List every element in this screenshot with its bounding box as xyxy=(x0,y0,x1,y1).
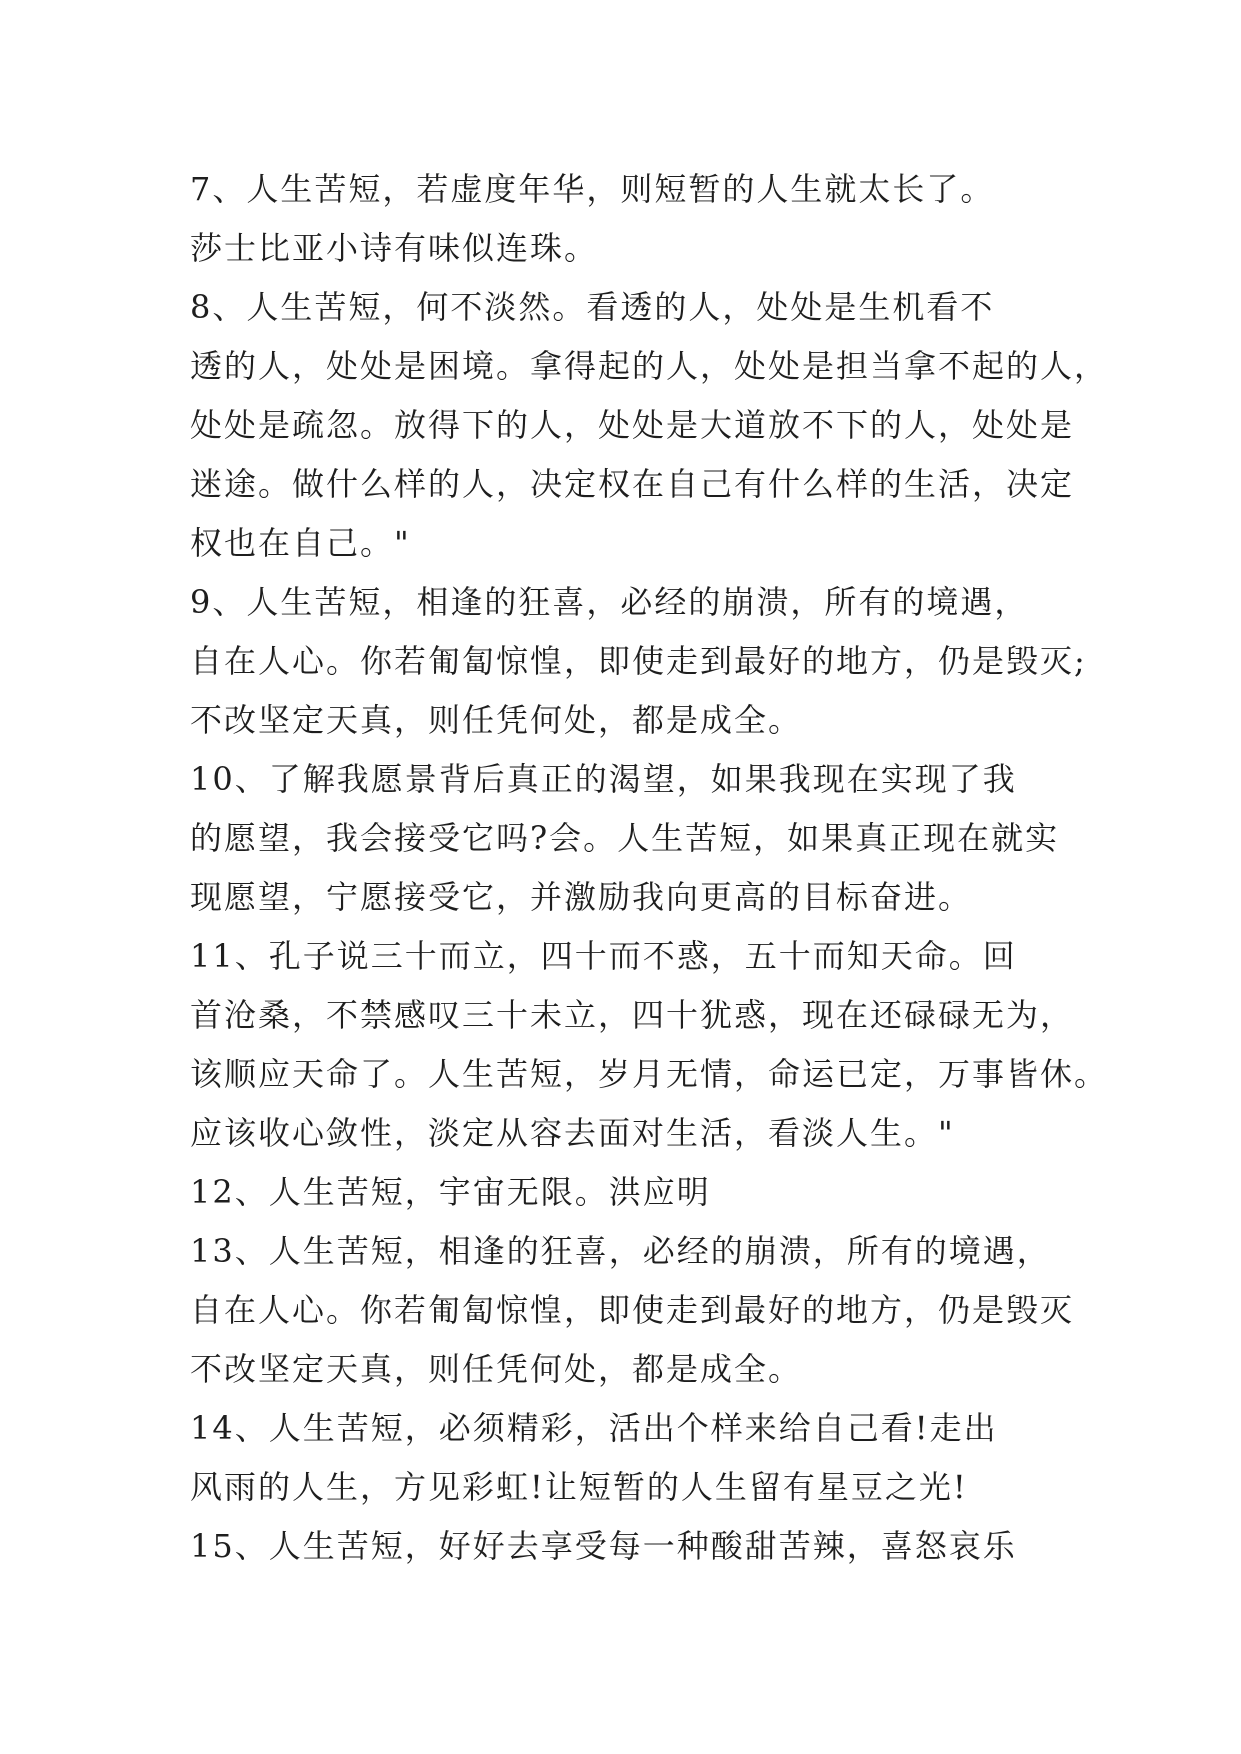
paragraph xyxy=(190,573,1087,750)
text-line: 8、人生苦短，何不淡然。看透的人，处处是生机看不 xyxy=(190,288,995,326)
paragraph xyxy=(190,1517,1070,1576)
paragraph xyxy=(190,1222,1075,1399)
text-line: 7、人生苦短，若虚度年华，则短暂的人生就太长了。 xyxy=(190,170,995,208)
text-line: 不改坚定天真，则任凭何处，都是成全。 xyxy=(190,701,803,739)
paragraph xyxy=(190,927,1109,1163)
text-line: 风雨的人生，方见彩虹!让短暂的人生留有星豆之光! xyxy=(190,1468,968,1506)
text-line: 9、人生苦短，相逢的狂喜，必经的崩溃，所有的境遇， xyxy=(190,583,1029,621)
text-line: 首沧桑，不禁感叹三十未立，四十犹惑，现在还碌碌无为， xyxy=(190,996,1075,1034)
text-line: 该顺应天命了。人生苦短，岁月无情，命运已定，万事皆休。 xyxy=(190,1055,1109,1093)
text-line: 的愿望，我会接受它吗?会。人生苦短，如果真正现在就实 xyxy=(190,819,1060,857)
text-line: 14、人生苦短，必须精彩，活出个样来给自己看!走出 xyxy=(190,1409,998,1447)
text-line: 15、人生苦短，好好去享受每一种酸甜苦辣，喜怒哀乐 xyxy=(190,1527,1017,1565)
text-line: 自在人心。你若匍匐惊惶，即使走到最好的地方，仍是毁灭; xyxy=(190,642,1087,680)
paragraph xyxy=(190,160,1070,278)
text-line: 10、了解我愿景背后真正的渴望，如果我现在实现了我 xyxy=(190,760,1017,798)
paragraph xyxy=(190,1163,1070,1222)
text-line: 应该收心敛性，淡定从容去面对生活，看淡人生。" xyxy=(190,1114,955,1152)
text-line: 不改坚定天真，则任凭何处，都是成全。 xyxy=(190,1350,803,1388)
document-body xyxy=(190,160,1109,1576)
text-line: 11、孔子说三十而立，四十而不惑，五十而知天命。回 xyxy=(190,937,1017,975)
text-line: 13、人生苦短，相逢的狂喜，必经的崩溃，所有的境遇， xyxy=(190,1232,1051,1270)
text-line: 自在人心。你若匍匐惊惶，即使走到最好的地方，仍是毁灭 xyxy=(190,1291,1075,1329)
text-line: 迷途。做什么样的人，决定权在自己有什么样的生活，决定 xyxy=(190,465,1075,503)
paragraph xyxy=(190,1399,1070,1517)
text-line: 透的人，处处是困境。拿得起的人，处处是担当拿不起的人， xyxy=(190,347,1109,385)
text-line: 现愿望，宁愿接受它，并激励我向更高的目标奋进。 xyxy=(190,878,973,916)
text-line: 12、人生苦短，宇宙无限。洪应明 xyxy=(190,1173,711,1211)
text-line: 权也在自己。" xyxy=(190,524,411,562)
paragraph xyxy=(190,278,1109,573)
paragraph xyxy=(190,750,1070,927)
text-line: 莎士比亚小诗有味似连珠。 xyxy=(190,229,599,267)
text-line: 处处是疏忽。放得下的人，处处是大道放不下的人，处处是 xyxy=(190,406,1075,444)
